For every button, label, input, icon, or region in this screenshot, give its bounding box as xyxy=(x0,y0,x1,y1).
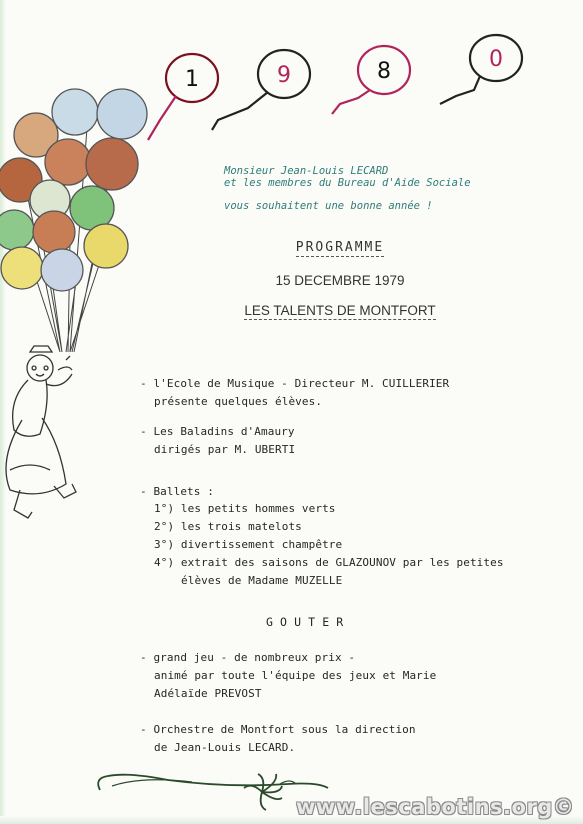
greeting-line-3: vous souhaitent une bonne année ! xyxy=(224,200,433,212)
greeting-line-1: Monsieur Jean-Louis LECARD xyxy=(224,165,389,177)
ballet-item-1: 1°) les petits hommes verts xyxy=(154,502,336,515)
item-baladins-line-2: dirigés par M. UBERTI xyxy=(154,443,296,456)
item-jeu-line-2: animé par toute l'équipe des jeux et Marie xyxy=(154,669,437,682)
greeting-line-2: et les membres du Bureau d'Aide Sociale xyxy=(224,177,471,189)
item-ballets-title: - Ballets : xyxy=(140,485,214,498)
item-orchestre-line-2: de Jean-Louis LECARD. xyxy=(154,741,296,754)
ballet-item-3: 3°) divertissement champêtre xyxy=(154,538,343,551)
item-jeu-line-3: Adélaïde PREVOST xyxy=(154,687,262,700)
balloon-digit-3: 8 xyxy=(377,59,391,84)
ballet-item-4-continued: élèves de Madame MUZELLE xyxy=(181,574,343,587)
gouter-heading: G O U T E R xyxy=(266,615,344,629)
item-jeu-line-1: - grand jeu - de nombreux prix - xyxy=(140,651,356,664)
event-subtitle-wrap xyxy=(205,303,475,320)
site-watermark: www.lescabotins.org© xyxy=(296,795,575,819)
balloon-digit-2: 9 xyxy=(277,63,291,88)
program-title: PROGRAMME xyxy=(295,240,385,255)
program-title-wrap xyxy=(205,240,475,257)
balloon-digit-1: 1 xyxy=(185,67,199,92)
event-subtitle: LES TALENTS DE MONTFORT xyxy=(244,303,436,318)
balloon-digit-4: 0 xyxy=(489,47,503,72)
event-date: 15 DECEMBRE 1979 xyxy=(275,273,405,288)
item-ecole-line-2: présente quelques élèves. xyxy=(154,395,323,408)
item-baladins-line-1: - Les Baladins d'Amaury xyxy=(140,425,295,438)
ballet-item-2: 2°) les trois matelots xyxy=(154,520,302,533)
ballet-item-4: 4°) extrait des saisons de GLAZOUNOV par les petites xyxy=(154,556,504,569)
item-orchestre-line-1: - Orchestre de Montfort sous la direction xyxy=(140,723,416,736)
item-ecole-line-1: - l'Ecole de Musique - Directeur M. CUILLERIER xyxy=(140,377,450,390)
